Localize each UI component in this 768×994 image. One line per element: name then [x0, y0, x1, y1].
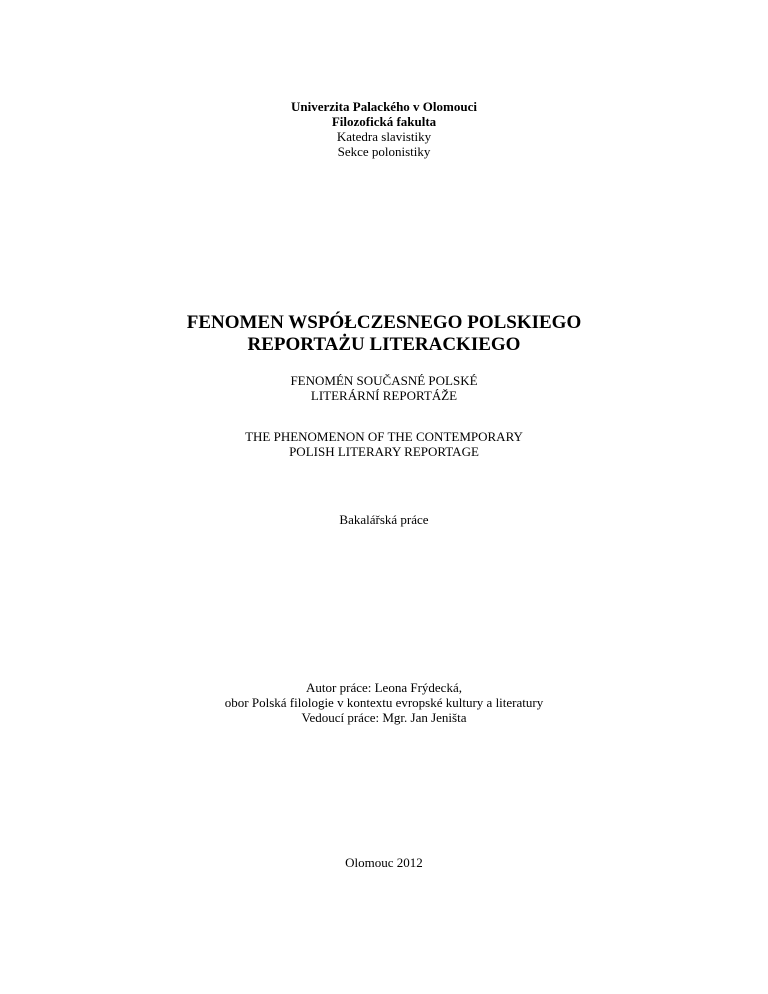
place-and-year [0, 855, 768, 870]
section-name: Sekce polonistiky [337, 144, 431, 159]
thesis-title-polish [0, 312, 768, 356]
title-pl-line-2: REPORTAŻU LITERACKIEGO [247, 334, 521, 355]
author-line: Autor práce: Leona Frýdecká, [306, 680, 462, 695]
title-en-line-2: POLISH LITERARY REPORTAGE [289, 444, 479, 459]
thesis-type-label: Bakalářská práce [339, 512, 429, 527]
department-name: Katedra slavistiky [336, 129, 432, 144]
title-pl-line-1: FENOMEN WSPÓŁCZESNEGO POLSKIEGO [186, 312, 582, 333]
title-en-line-1: THE PHENOMENON OF THE CONTEMPORARY [245, 429, 523, 444]
institution-header [0, 99, 768, 159]
faculty-name: Filozofická fakulta [331, 114, 437, 129]
thesis-title-english [0, 429, 768, 459]
title-cs-line-1: FENOMÉN SOUČASNÉ POLSKÉ [290, 373, 478, 388]
supervisor-line: Vedoucí práce: Mgr. Jan Jeništa [301, 710, 467, 725]
thesis-title-czech [0, 373, 768, 403]
title-cs-line-2: LITERÁRNÍ REPORTÁŽE [310, 388, 458, 403]
place-year-label: Olomouc 2012 [345, 855, 423, 870]
university-name: Univerzita Palackého v Olomouci [291, 99, 477, 114]
author-info [0, 680, 768, 725]
field-of-study-line: obor Polská filologie v kontextu evropské kultury a literatury [224, 695, 544, 710]
thesis-type [0, 512, 768, 527]
